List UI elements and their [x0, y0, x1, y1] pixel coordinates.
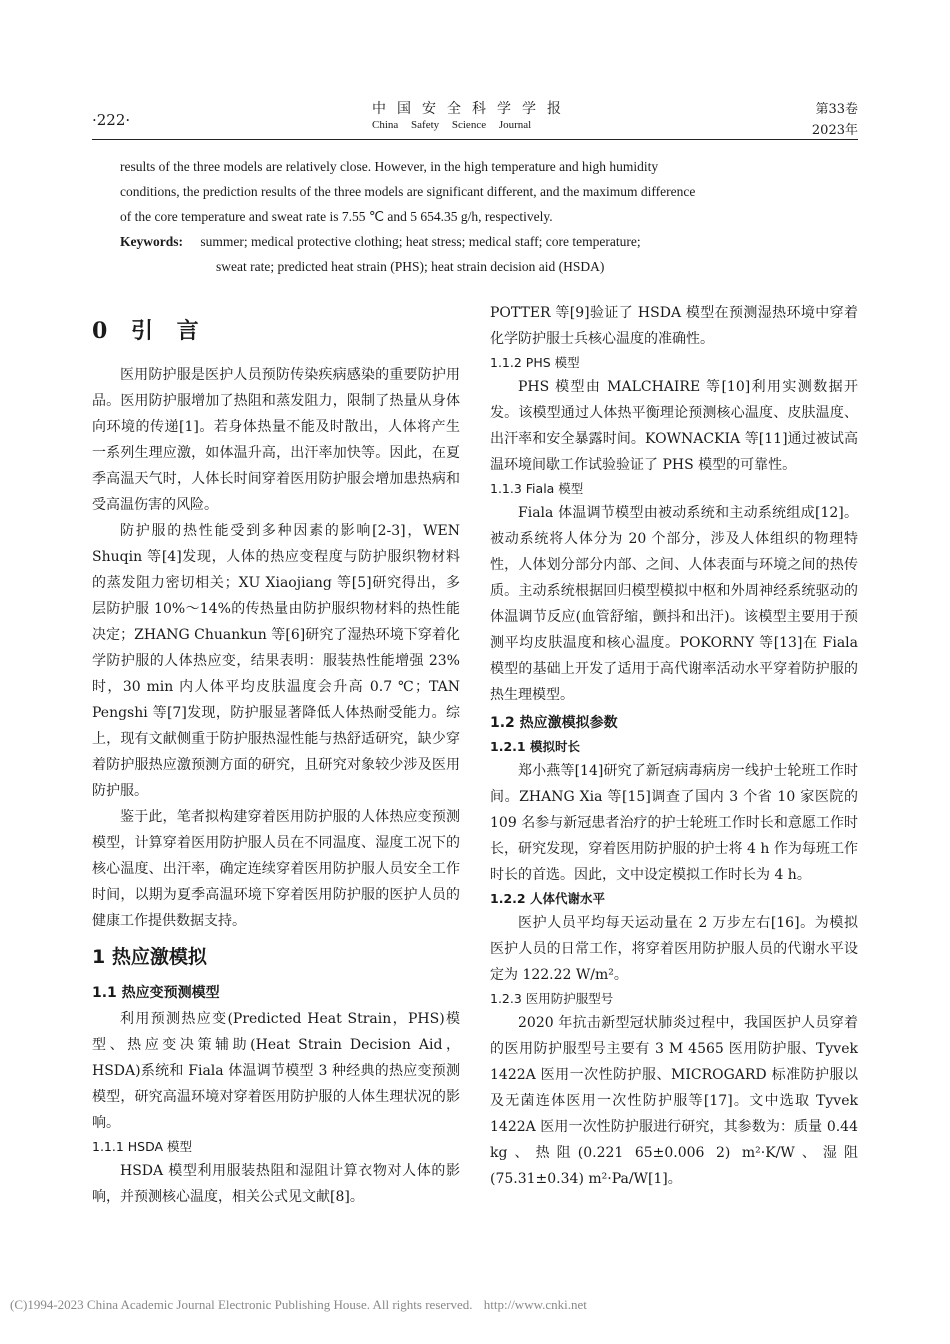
keywords-list-2: sweat rate; predicted heat strain (PHS); heat strain decision aid (HSDA)	[216, 259, 605, 274]
left-column	[92, 316, 460, 1210]
paragraph: PHS 模型由 MALCHAIRE 等[10]利用实测数据开发。该模型通过人体热平衡理论预测核心温度、皮肤温度、出汗率和安全暴露时间。KOWNACKIA 等[11]通过被试高温环境间歇工作试验验证了 PHS 模型的可靠性。	[490, 379, 858, 473]
subsection-title: 1.2 热应激模拟参数	[490, 715, 618, 731]
subsubsection-title: 1.1.2 PHS 模型	[490, 355, 580, 370]
footer-link[interactable]: http://www.cnki.net	[483, 1297, 587, 1312]
paragraph: 利用预测热应变(Predicted Heat Strain，PHS)模型、热应变决策辅助(Heat Strain Decision Aid，HSDA)系统和 Fiala 体温调节模型 3 种经典的热应变预测模型，研究高温环境对穿着医用防护服的人体生理状况的影响。	[92, 1011, 460, 1131]
abstract-block	[120, 154, 830, 279]
paragraph: 医用防护服是医护人员预防传染疾病感染的重要防护用品。医用防护服增加了热阻和蒸发阻力，限制了热量从身体向环境的传递[1]。若身体热量不能及时散出，人体将产生一系列生理应激，如体温升高，出汗率加快等。因此，在夏季高温天气时，人体长时间穿着医用防护服会增加患热病和受高温伤害的风险。	[92, 367, 460, 513]
journal-title-en: China Safety Science Journal	[372, 119, 532, 131]
abstract-line: results of the three models are relatively close. However, in the high temperature and high humidity	[120, 159, 659, 174]
year-label: 2023年	[811, 123, 858, 138]
paragraph: HSDA 模型利用服装热阻和湿阻计算衣物对人体的影响，并预测核心温度，相关公式见文献[8]。	[92, 1163, 460, 1205]
subsubsection-title: 1.1.3 Fiala 模型	[490, 481, 584, 496]
right-column	[490, 300, 858, 1192]
volume-label: 第33卷	[815, 102, 858, 117]
journal-title-cn: 中国安全科学学报	[372, 101, 572, 117]
abstract-line: of the core temperature and sweat rate is 7.55 ℃ and 5 654.35 g/h, respectively.	[120, 209, 553, 224]
paragraph: Fiala 体温调节模型由被动系统和主动系统组成[12]。被动系统将人体分为 20 个部分，涉及人体组织的物理特性，人体划分部分内部、之间、人体表面与环境之间的热传质。主动系统根据回归模型模拟中枢和外周神经系统驱动的体温调节反应(血管舒缩，颤抖和出汗)。该模型主要用于预测平均皮肤温度和核心温度。POKORNY 等[13]在 Fiala 模型的基础上开发了适用于高代谢率活动水平穿着防护服的热生理模型。	[490, 505, 858, 703]
keywords-line	[120, 229, 830, 254]
section-title: 1 热应激模拟	[92, 946, 207, 968]
paragraph: 鉴于此，笔者拟构建穿着医用防护服的人体热应变预测模型，计算穿着医用防护服人员在不同温度、湿度工况下的核心温度、出汗率，确定连续穿着医用防护服人员安全工作时间，以期为夏季高温环境下穿着医用防护服的医护人员的健康工作提供数据支持。	[92, 809, 460, 929]
subsubsection-title: 1.1.1 HSDA 模型	[92, 1139, 193, 1154]
paragraph: 郑小燕等[14]研究了新冠病毒病房一线护士轮班工作时间。ZHANG Xia 等[15]调查了国内 3 个省 10 家医院的 109 名参与新冠患者治疗的护士轮班工作时长和意愿工作时长，研究发现，穿着医用防护服的护士将 4 h 作为每班工作时长的首选。因此，文中设定模拟工作时长为 4 h。	[490, 763, 858, 883]
paragraph: 医护人员平均每天运动量在 2 万步左右[16]。为模拟医护人员的日常工作，将穿着医用防护服人员的代谢水平设定为 122.22 W/m²。	[490, 915, 858, 983]
paragraph: 2020 年抗击新型冠状肺炎过程中，我国医护人员穿着的医用防护服型号主要有 3 M 4565 医用防护服、Tyvek 1422A 医用一次性防护服、MICROGARD 标准防护服以及无菌连体医用一次性防护服等[17]。文中选取 Tyvek 1422A 医用一次性防护服进行研究，其参数为：质量 0.44 kg、热阻(0.221 65±0.006 2) m²·K/W、湿阻(75.31±0.34) m²·Pa/W[1]。	[490, 1015, 858, 1187]
subsubsection-title: 1.2.2 人体代谢水平	[490, 891, 605, 906]
section-title: 0 引 言	[92, 318, 207, 344]
keywords-label: Keywords:	[120, 234, 183, 249]
subsubsection-title: 1.2.1 模拟时长	[490, 739, 580, 754]
copyright-text: (C)1994-2023 China Academic Journal Electronic Publishing House. All rights reserved.	[10, 1297, 473, 1312]
paragraph: POTTER 等[9]验证了 HSDA 模型在预测湿热环境中穿着化学防护服士兵核心温度的准确性。	[490, 305, 858, 347]
subsection-title: 1.1 热应变预测模型	[92, 985, 220, 1001]
paragraph: 防护服的热性能受到多种因素的影响[2-3]，WEN Shuqin 等[4]发现，人体的热应变程度与防护服织物材料的蒸发阻力密切相关；XU Xiaojiang 等[5]研究得出，多层防护服 10%～14%的传热量由防护服织物材料的热性能决定；ZHANG Chuankun 等[6]研究了湿热环境下穿着化学防护服的人体热应变，结果表明：服装热性能增强 23%时，30 min 内人体平均皮肤温度会升高 0.7 ℃；TAN Pengshi 等[7]发现，防护服显著降低人体热耐受能力。综上，现有文献侧重于防护服热湿性能与热舒适研究，缺少穿着防护服热应激预测方面的研究，且研究对象较少涉及医用防护服。	[92, 523, 460, 799]
abstract-line: conditions, the prediction results of the three models are significant different, and the maximum difference	[120, 184, 696, 199]
page-number: ·222·	[92, 111, 131, 129]
header-rule	[92, 139, 858, 140]
keywords-list-1: summer; medical protective clothing; heat stress; medical staff; core temperature;	[200, 234, 641, 249]
footer	[10, 1297, 940, 1313]
subsubsection-title: 1.2.3 医用防护服型号	[490, 991, 614, 1006]
